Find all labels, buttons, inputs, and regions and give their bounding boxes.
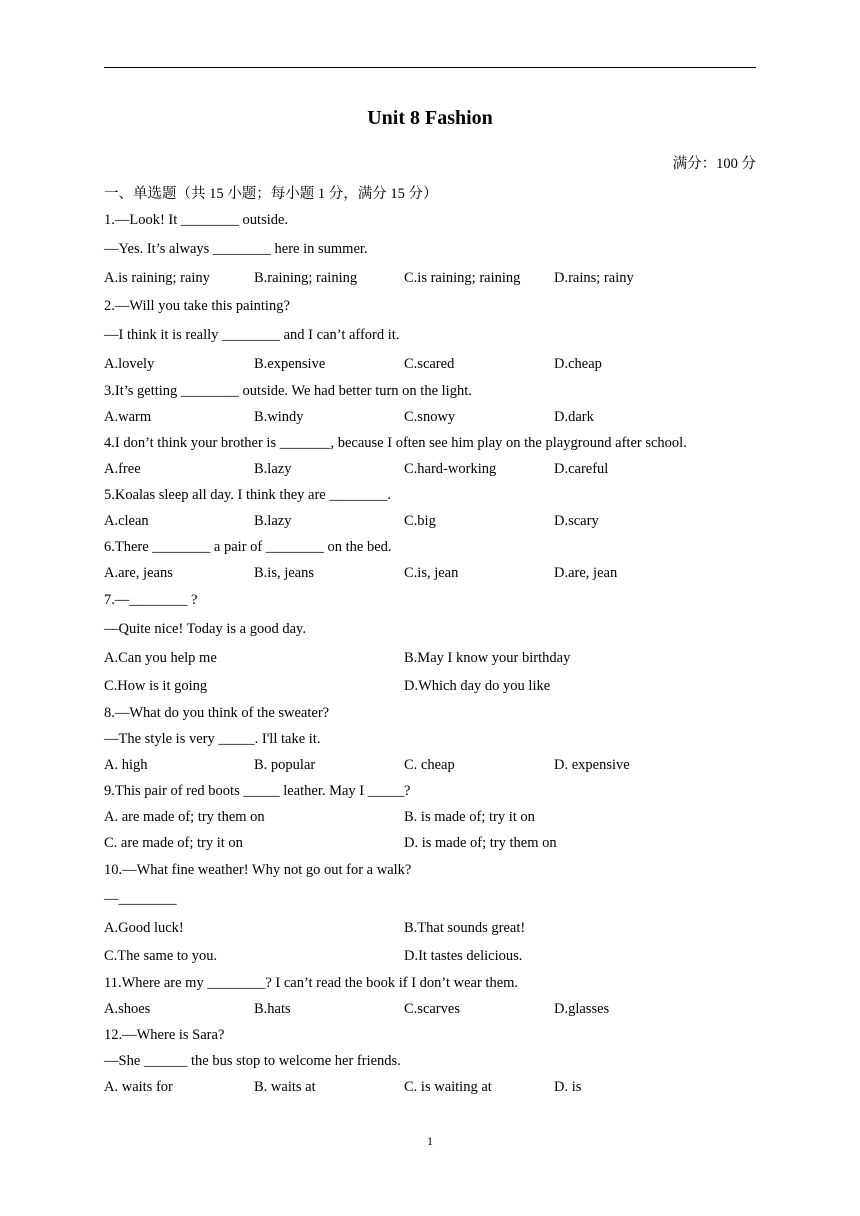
question-stem: 11.Where are my ________? I can’t read the book if I don’t wear them. [104,975,519,991]
exam-content [104,182,756,1100]
answer-option: B.is, jeans [254,565,315,581]
answer-option: D. expensive [554,757,630,773]
question-dialogue-line: —The style is very _____. I'll take it. [104,731,321,747]
answer-options [104,830,756,856]
question-stem: 3.It’s getting ________ outside. We had better turn on the light. [104,383,472,399]
question-dialogue-line: —She ______ the bus stop to welcome her friends. [104,1053,401,1069]
answer-option: A.are, jeans [104,565,173,581]
answer-options [104,644,756,672]
answer-option: B. is made of; try it on [404,809,535,825]
question-stem: 10.—What fine weather! Why not go out for a walk? [104,862,412,878]
question-10 [104,856,756,970]
answer-options [104,560,756,586]
answer-option: C.How is it going [104,678,208,694]
question-stem: 8.—What do you think of the sweater? [104,705,330,721]
answer-option: D.dark [554,409,594,425]
answer-option: C.scarves [404,1001,460,1017]
question-7 [104,586,756,700]
answer-options [104,1074,756,1100]
answer-option: D.rains; rainy [554,270,634,286]
answer-option: B.windy [254,409,304,425]
answer-option: C. cheap [404,757,455,773]
question-dialogue-line: —I think it is really ________ and I can’t afford it. [104,327,400,343]
answer-option: A.warm [104,409,152,425]
answer-option: A.free [104,461,141,477]
page-number: 1 [427,1134,433,1148]
answer-option: D.cheap [554,356,602,372]
question-stem: 1.—Look! It ________ outside. [104,212,289,228]
answer-option: A.is raining; rainy [104,270,210,286]
answer-option: B.That sounds great! [404,920,526,936]
answer-option: A.Can you help me [104,650,217,666]
question-9 [104,778,756,856]
answer-options [104,672,756,700]
answer-options [104,508,756,534]
question-8 [104,700,756,778]
question-11 [104,970,756,1022]
question-stem: 7.—________ ? [104,592,198,608]
answer-option: C. are made of; try it on [104,835,243,851]
answer-option: C.big [404,513,436,529]
answer-option: B.May I know your birthday [404,650,571,666]
answer-options [104,456,756,482]
answer-option: B.lazy [254,513,292,529]
answer-option: A. are made of; try them on [104,809,265,825]
question-stem: 9.This pair of red boots _____ leather. May I _____? [104,783,411,799]
question-list [104,206,756,1100]
answer-options [104,264,756,292]
answer-option: D.glasses [554,1001,610,1017]
question-stem: 12.—Where is Sara? [104,1027,225,1043]
question-dialogue-line: —________ [104,891,177,907]
answer-options [104,404,756,430]
question-6 [104,534,756,586]
question-dialogue-line: —Yes. It’s always ________ here in summer. [104,241,368,257]
question-stem: 6.There ________ a pair of ________ on the bed. [104,539,392,555]
answer-option: C.The same to you. [104,948,218,964]
question-5 [104,482,756,534]
answer-option: C.is, jean [404,565,459,581]
answer-option: D.are, jean [554,565,618,581]
answer-option: D.Which day do you like [404,678,551,694]
section-heading: 一、单选题（共 15 小题；每小题 1 分，满分 15 分） [104,186,438,202]
answer-option: B.raining; raining [254,270,358,286]
answer-option: B. waits at [254,1079,316,1095]
answer-option: B. popular [254,757,316,773]
answer-option: D.scary [554,513,599,529]
answer-option: B.hats [254,1001,291,1017]
header-rule [104,67,756,68]
answer-option: D. is [554,1079,582,1095]
answer-option: A. waits for [104,1079,173,1095]
answer-option: C.snowy [404,409,456,425]
full-score: 满分：100 分 [672,156,756,172]
question-stem: 5.Koalas sleep all day. I think they are ________. [104,487,391,503]
answer-option: C. is waiting at [404,1079,492,1095]
answer-options [104,752,756,778]
answer-option: A.clean [104,513,149,529]
answer-option: A.Good luck! [104,920,184,936]
answer-option: D.It tastes delicious. [404,948,523,964]
question-2 [104,292,756,378]
answer-option: B.lazy [254,461,292,477]
question-1 [104,206,756,292]
answer-options [104,804,756,830]
page-title: Unit 8 Fashion [367,107,493,129]
answer-option: D. is made of; try them on [404,835,557,851]
answer-option: C.is raining; raining [404,270,521,286]
answer-options [104,914,756,942]
answer-option: C.scared [404,356,455,372]
answer-options [104,996,756,1022]
question-12 [104,1022,756,1100]
question-stem: 2.—Will you take this painting? [104,298,290,314]
answer-option: A.shoes [104,1001,151,1017]
question-dialogue-line: —Quite nice! Today is a good day. [104,621,306,637]
answer-option: D.careful [554,461,609,477]
question-4 [104,430,756,482]
answer-option: B.expensive [254,356,326,372]
answer-options [104,350,756,378]
answer-option: A.lovely [104,356,155,372]
answer-options [104,942,756,970]
question-stem: 4.I don’t think your brother is _______, because I often see him play on the playground after school. [104,435,687,451]
answer-option: C.hard-working [404,461,497,477]
question-3 [104,378,756,430]
answer-option: A. high [104,757,148,773]
